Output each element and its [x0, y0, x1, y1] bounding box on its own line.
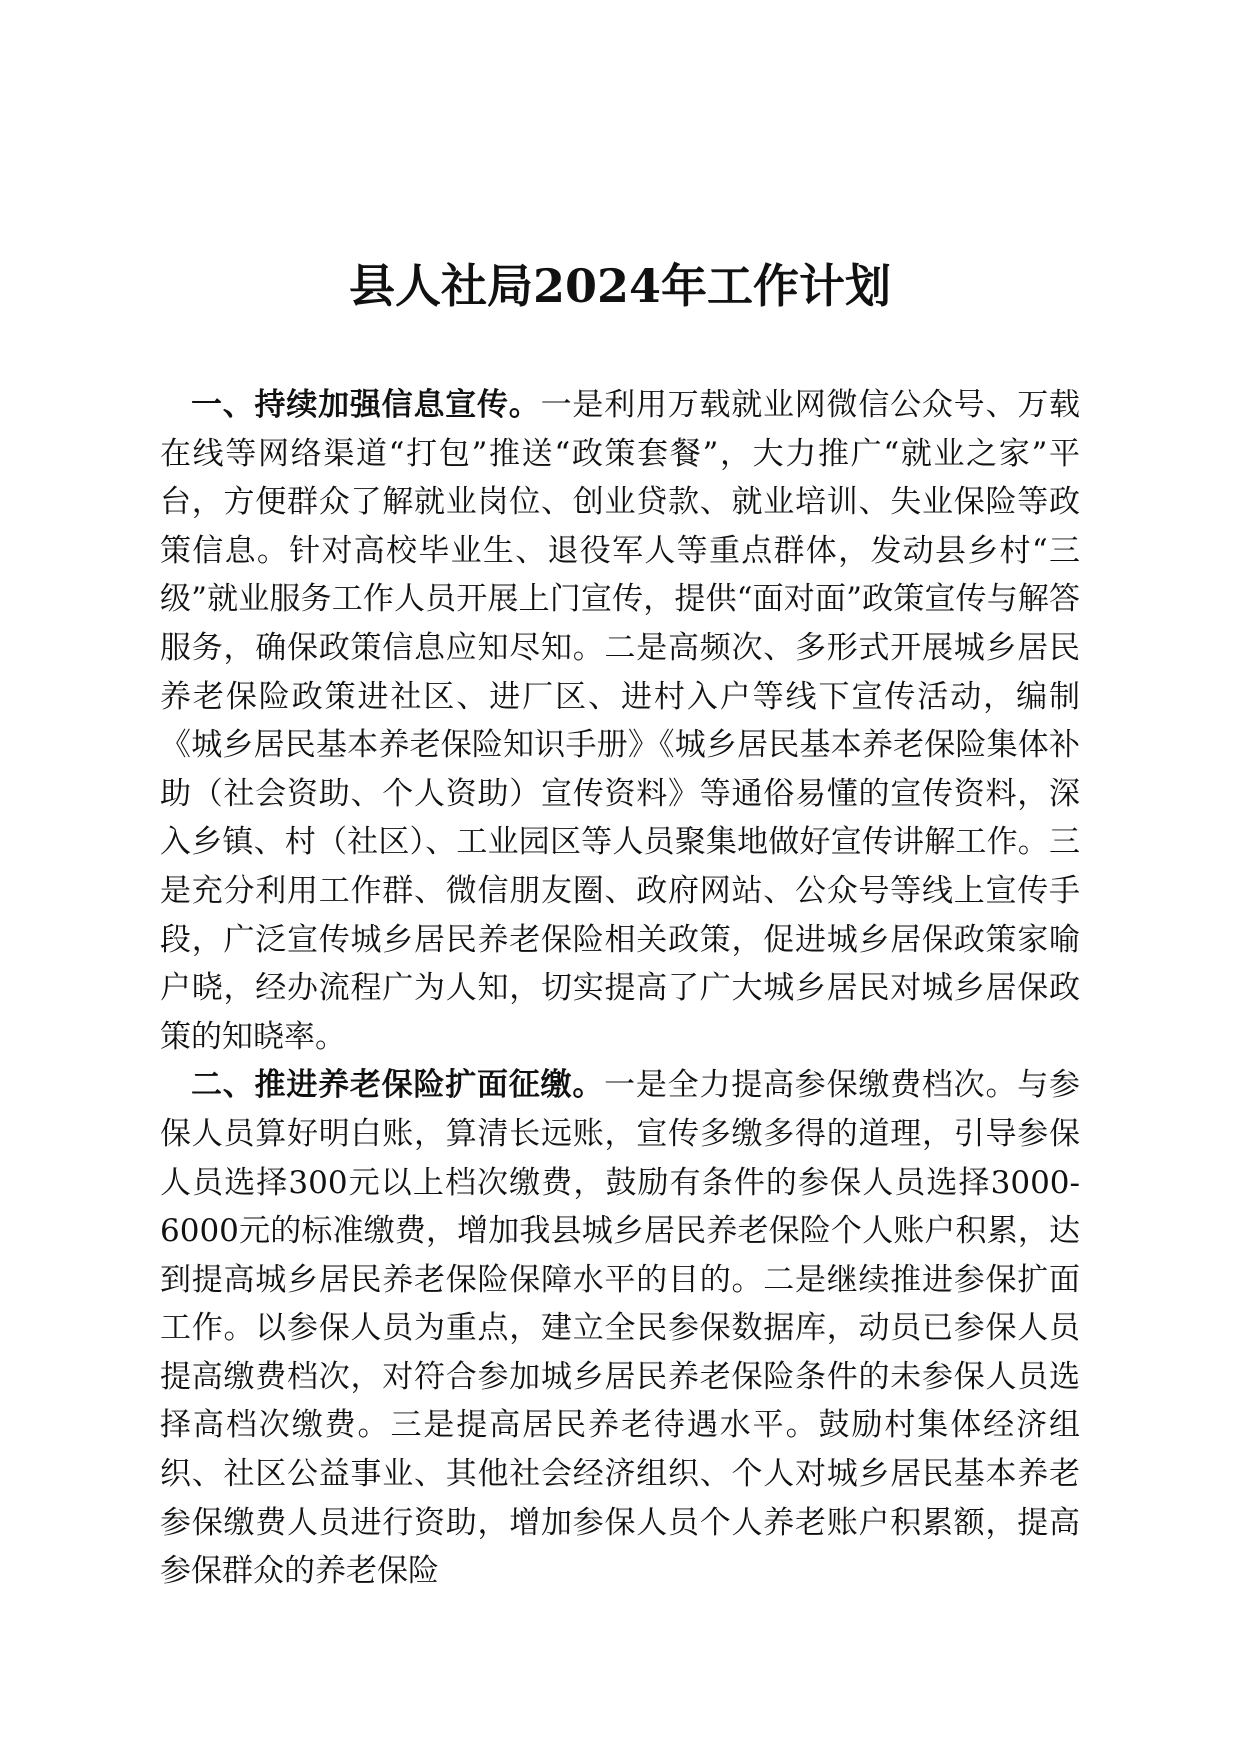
section-text-1: 一是利用万载就业网微信公众号、万载在线等网络渠道“打包”推送“政策套餐”，大力推广“就业之家”平台，方便群众了解就业岗位、创业贷款、就业培训、失业保险等政策信息。针对高校毕业生、退役军人等重点群体，发动县乡村“三级”就业服务工作人员开展上门宣传，提供“面对面”政策宣传与解答服务，确保政策信息应知尽知。二是高频次、多形式开展城乡居民养老保险政策进社区、进厂区、进村入户等线下宣传活动，编制《城乡居民基本养老保险知识手册》《城乡居民基本养老保险集体补助（社会资助、个人资助）宣传资料》等通俗易懂的宣传资料，深入乡镇、村（社区）、工业园区等人员聚集地做好宣传讲解工作。三是充分利用工作群、微信朋友圈、政府网站、公众号等线上宣传手段，广泛宣传城乡居民养老保险相关政策，促进城乡居保政策家喻户晓，经办流程广为人知，切实提高了广大城乡居民对城乡居保政策的知晓率。 [160, 387, 1081, 1055]
section-text-2: 一是全力提高参保缴费档次。与参保人员算好明白账，算清长远账，宣传多缴多得的道理，引导参保人员选择300元以上档次缴费，鼓励有条件的参保人员选择3000-6000元的标准缴费，增加我县城乡居民养老保险个人账户积累，达到提高城乡居民养老保险保障水平的目的。二是继续推进参保扩面工作。以参保人员为重点，建立全民参保数据库，动员已参保人员提高缴费档次，对符合参加城乡居民养老保险条件的未参保人员选择高档次缴费。三是提高居民养老待遇水平。鼓励村集体经济组织、社区公益事业、其他社会经济组织、个人对城乡居民基本养老参保缴费人员进行资助，增加参保人员个人养老账户积累额，提高参保群众的养老保险 [160, 1067, 1081, 1590]
document-title: 县人社局2024年工作计划 [348, 259, 892, 313]
section-paragraph-1 [160, 381, 1080, 1061]
section-paragraph-2 [160, 1061, 1080, 1596]
section-heading-1: 一、持续加强信息宣传。 [191, 387, 541, 423]
document-body [160, 381, 1080, 1596]
section-heading-2: 二、推进养老保险扩面征缴。 [191, 1067, 605, 1104]
